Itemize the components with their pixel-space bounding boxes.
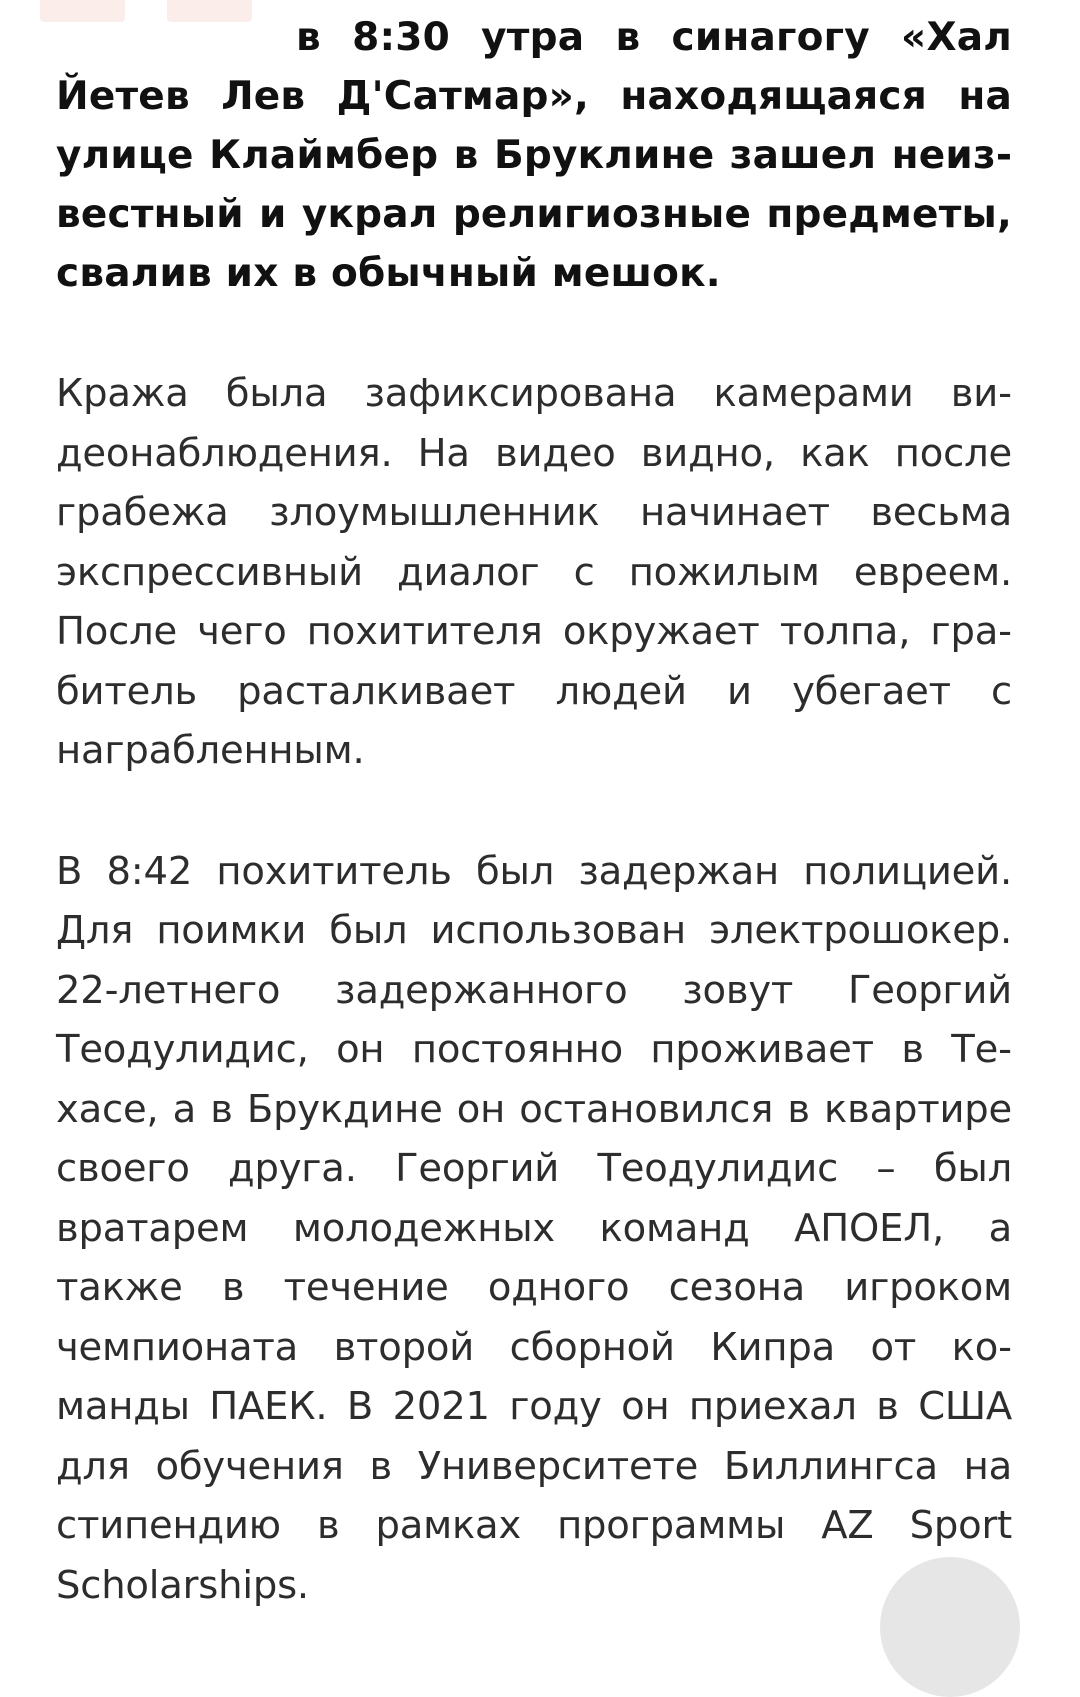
- article-paragraph-2: В 8:42 похититель был задержан полицией. Для поимки был использован электрошокер. 22-летнего задержанного зовут Георгий Теодулидис, он постоянно проживает в Техасе, а в Брукдине он остановился в квартире своего друга. Георгий Теодулидис – был вратарем молодежных команд АПОЕЛ, а также в течение одного сезона игроком чемпионата второй сборной Кипра от команды ПАЕК. В 2021 году он приехал в США для обучения в Университете Биллингса на стипендию в рамках программы AZ Sport Scholarships.: [56, 848, 1012, 1608]
- article-lead-paragraph: в 8:30 утра в синагогу «Хал Йетев Лев Д'Сатмар», находящаяся на улице Клаймбер в Бруклине зашел неизвестный и украл религиозные предметы, свалив их в обычный мешок.: [56, 15, 1012, 296]
- scroll-to-top-button[interactable]: [880, 1557, 1020, 1697]
- article-body: [56, 8, 1012, 1615]
- article-paragraph-1: Кража была зафиксирована камерами видеонаблюдения. На видео видно, как после грабежа злоумышленник начинает весьма экспрессивный диалог с пожилым евреем. После чего похитителя окружает толпа, грабитель расталкивает людей и убегает с награбленным.: [56, 371, 1012, 773]
